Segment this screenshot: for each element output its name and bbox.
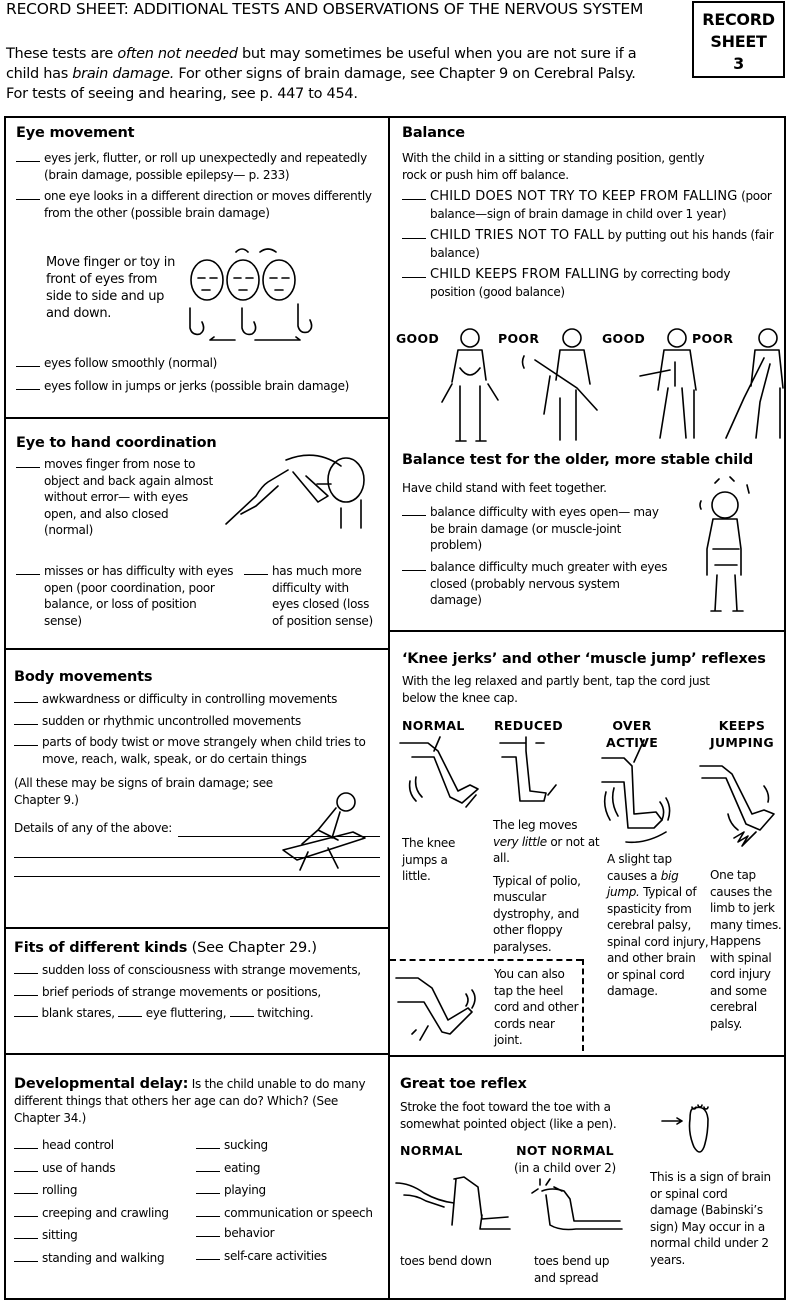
checklist-item xyxy=(14,713,380,730)
text-part: A slight tap causes a xyxy=(607,852,672,883)
item-text: standing and walking xyxy=(42,1250,165,1265)
toe-label-not-normal xyxy=(514,1143,616,1176)
intro-emphasis: often not needed xyxy=(117,46,238,62)
check-blank[interactable] xyxy=(402,277,426,278)
checklist-item xyxy=(16,378,380,395)
checklist-item xyxy=(14,1250,199,1267)
item-text: eyes follow smoothly (normal) xyxy=(44,356,218,370)
checklist-item xyxy=(16,563,236,629)
item-text: awkwardness or difficulty in controlling movements xyxy=(42,692,338,706)
check-blank[interactable] xyxy=(230,1016,254,1017)
label-line: KEEPS xyxy=(718,718,766,733)
panel-balance xyxy=(388,116,786,632)
checklist-item xyxy=(14,984,380,1001)
heel-box-divider xyxy=(390,959,582,961)
item-text: by correcting body position (good balance) xyxy=(430,267,731,299)
intro-part: These tests are xyxy=(6,46,118,62)
label-line: JUMPING xyxy=(710,734,774,750)
toe-abnormal-illustration xyxy=(530,1175,635,1235)
item-text: balance difficulty much greater with eyes closed (probably nervous system damage) xyxy=(430,560,668,607)
details-label: Details of any of the above: xyxy=(14,821,173,835)
balance-figures-illustration xyxy=(430,328,780,443)
check-blank[interactable] xyxy=(16,574,40,575)
item-text: creeping and crawling xyxy=(42,1205,169,1220)
checklist-item xyxy=(196,1225,376,1242)
item-text: misses or has difficulty with eyes open (poor coordination, poor balance, or loss of position sense) xyxy=(44,564,234,628)
checklist-item xyxy=(196,1205,376,1222)
checklist-item xyxy=(196,1160,376,1177)
standing-child-illustration xyxy=(695,473,765,618)
checklist-item xyxy=(196,1182,376,1199)
badge-line: 3 xyxy=(733,54,744,73)
knee-intro: With the leg relaxed and partly bent, tap the cord just below the knee cap. xyxy=(402,674,710,705)
figure-label-good: GOOD xyxy=(396,331,440,346)
item-text: has much more difficulty with eyes closed (loss of position sense) xyxy=(272,564,373,628)
panel-eye-hand xyxy=(4,417,390,650)
intro-emphasis: brain damage. xyxy=(72,66,175,82)
checklist-item xyxy=(196,1248,376,1265)
checklist-item xyxy=(244,563,379,629)
intro-part: For other signs of brain damage, see Chapter 9 on Cerebral Palsy. For tests of seeing and hearing, see p. 447 to 454. xyxy=(6,66,636,102)
title-bold: Fits of different kinds xyxy=(14,940,188,956)
intro-text xyxy=(6,44,646,104)
item-text: one eye looks in a different direction or moves differently from the other (possible brain damage) xyxy=(44,189,372,220)
check-blank[interactable] xyxy=(196,1171,220,1172)
checklist-item xyxy=(14,1205,199,1222)
item-text: communication or speech xyxy=(224,1205,373,1220)
child-on-bench-illustration xyxy=(278,792,378,867)
item-text: eyes follow in jumps or jerks (possible brain damage) xyxy=(44,379,350,393)
check-blank[interactable] xyxy=(402,199,426,200)
checklist-item xyxy=(14,1137,199,1154)
section-header xyxy=(14,1075,380,1126)
check-blank[interactable] xyxy=(402,238,426,239)
heel-tap-illustration xyxy=(394,970,484,1042)
knee-label-reduced: REDUCED xyxy=(494,718,563,733)
foot-sole-icon xyxy=(662,1101,712,1161)
item-text: by putting out his hands (fair balance) xyxy=(430,228,774,260)
item-text: self-care activities xyxy=(224,1248,327,1263)
section-title: Balance xyxy=(402,125,465,141)
label-line: ACTIVE xyxy=(606,734,659,750)
section-title: Developmental delay: xyxy=(14,1076,189,1092)
item-text: eating xyxy=(224,1160,261,1175)
heel-box-divider xyxy=(582,959,584,1051)
knee-normal-text: The knee jumps a little. xyxy=(402,836,456,883)
text-part: or not at all. xyxy=(493,834,600,865)
heel-note: You can also tap the heel cord and other cords near joint. xyxy=(494,967,579,1047)
text-part: The leg moves xyxy=(493,818,578,832)
note-text: (All these may be signs of brain damage; see Chapter 9.) xyxy=(14,776,273,807)
checklist-item xyxy=(14,1160,199,1177)
checklist-item xyxy=(402,188,776,222)
check-blank[interactable] xyxy=(118,1016,142,1017)
balance-older-intro: Have child stand with feet together. xyxy=(402,481,607,495)
knee-overactive-text xyxy=(607,851,709,1000)
item-text: sitting xyxy=(42,1228,78,1242)
item-text: eye fluttering, xyxy=(145,1006,227,1020)
check-blank[interactable] xyxy=(196,1216,220,1217)
checklist-item xyxy=(402,504,672,554)
item-text: playing xyxy=(224,1183,266,1197)
finger-nose-illustration xyxy=(221,454,381,534)
knee-keeps-jumping-illustration xyxy=(700,762,780,847)
check-blank[interactable] xyxy=(14,1216,38,1217)
check-blank[interactable] xyxy=(14,1148,38,1149)
item-text: rolling xyxy=(42,1183,78,1197)
check-blank[interactable] xyxy=(16,389,40,390)
check-blank[interactable] xyxy=(14,1193,38,1194)
toe-abnormal-caption: toes bend up and spread xyxy=(534,1254,610,1285)
section-title: Great toe reflex xyxy=(400,1076,527,1092)
label-sub: (in a child over 2) xyxy=(514,1160,616,1175)
question-text: Is the child unable to do many different things that others her age can do? Which? (See Chapter 34.) xyxy=(14,1077,366,1125)
badge-line: SHEET xyxy=(710,32,767,51)
figure-label-poor: POOR xyxy=(498,331,540,346)
text-part: Typical of spasticity from cerebral palsy, spinal cord injury, and other brain or spinal cord damage. xyxy=(607,885,709,998)
checklist-item xyxy=(16,150,380,183)
check-blank[interactable] xyxy=(402,570,426,571)
check-blank[interactable] xyxy=(14,1238,38,1239)
toe-normal-illustration xyxy=(396,1175,511,1235)
panel-great-toe xyxy=(388,1055,786,1300)
checklist-item xyxy=(16,188,380,221)
checklist-item xyxy=(14,691,380,708)
record-sheet-badge xyxy=(692,1,785,78)
intro-part: but may sometimes be useful when you are not sure if a child has xyxy=(6,46,637,82)
text-emphasis: very little xyxy=(493,834,547,849)
section-title: ‘Knee jerks’ and other ‘muscle jump’ reflexes xyxy=(402,651,766,667)
figure-label-good: GOOD xyxy=(602,331,646,346)
section-title xyxy=(14,939,380,957)
check-blank[interactable] xyxy=(16,467,40,468)
knee-overactive-illustration xyxy=(602,752,687,847)
knee-reduced-text xyxy=(493,817,603,955)
item-text: parts of body twist or move strangely when child tries to move, reach, walk, speak, or do certain things xyxy=(42,735,366,766)
item-text: blank stares, xyxy=(41,1006,115,1020)
check-blank[interactable] xyxy=(14,745,38,746)
knee-label-overactive xyxy=(606,718,658,751)
section-title: Eye to hand coordination xyxy=(16,435,217,451)
check-blank[interactable] xyxy=(14,724,38,725)
checklist-item xyxy=(14,734,380,767)
item-caps: CHILD DOES NOT TRY TO KEEP FROM FALLING xyxy=(430,189,738,204)
item-text: head control xyxy=(42,1138,114,1152)
check-blank[interactable] xyxy=(16,161,40,162)
section-title: Eye movement xyxy=(16,125,135,141)
check-blank[interactable] xyxy=(14,1016,38,1017)
panel-eye-movement xyxy=(4,116,390,419)
dev-right-column xyxy=(196,1137,376,1264)
reduced-desc xyxy=(493,817,603,867)
toe-note: This is a sign of brain or spinal cord damage (Babinski’s sign) May occur in a normal child under 2 years. xyxy=(650,1170,771,1267)
item-caps: CHILD TRIES NOT TO FALL xyxy=(430,228,605,243)
badge-line: RECORD xyxy=(702,10,775,29)
check-blank[interactable] xyxy=(196,1259,220,1260)
knee-label-normal: NORMAL xyxy=(402,718,465,733)
knee-reduced-illustration xyxy=(500,737,580,812)
checklist-item xyxy=(16,355,380,372)
text-emphasis: big jump. xyxy=(607,868,679,899)
check-blank[interactable] xyxy=(14,702,38,703)
item-text: sucking xyxy=(224,1138,268,1152)
item-text: sudden loss of consciousness with strange movements, xyxy=(42,963,361,977)
check-blank[interactable] xyxy=(16,366,40,367)
knee-normal-illustration xyxy=(400,737,485,827)
item-text: moves finger from nose to object and back again almost without error— with eyes open, and also closed (normal) xyxy=(44,457,213,537)
balance-intro: With the child in a sitting or standing position, gently rock or push him off balance. xyxy=(402,151,705,182)
item-text: brief periods of strange movements or positions, xyxy=(42,984,321,999)
check-blank[interactable] xyxy=(196,1193,220,1194)
check-blank[interactable] xyxy=(14,1171,38,1172)
details-input-line[interactable] xyxy=(14,876,380,877)
checklist-item xyxy=(402,559,672,609)
checklist-item xyxy=(14,1227,199,1244)
check-blank[interactable] xyxy=(402,515,426,516)
faces-illustration xyxy=(180,248,330,348)
checklist-item xyxy=(16,456,216,539)
check-blank[interactable] xyxy=(196,1148,220,1149)
instruction-text: Move finger or toy in front of eyes from side to side and up and down. xyxy=(46,255,176,321)
label-line: NOT NORMAL xyxy=(516,1143,614,1158)
check-blank[interactable] xyxy=(14,995,38,996)
checklist-item xyxy=(402,227,776,261)
item-text: twitching. xyxy=(257,1006,314,1020)
item-text: use of hands xyxy=(42,1160,116,1175)
dev-left-column xyxy=(14,1137,199,1266)
toe-intro: Stroke the foot toward the toe with a somewhat pointed object (like a pen). xyxy=(400,1100,617,1131)
panel-fits xyxy=(4,927,390,1055)
inline-checklist xyxy=(14,1005,380,1022)
item-caps: CHILD KEEPS FROM FALLING xyxy=(430,267,620,282)
item-text: eyes jerk, flutter, or roll up unexpectedly and repeatedly (brain damage, possible epilepsy— p. 233) xyxy=(44,151,367,182)
toe-label-normal: NORMAL xyxy=(400,1143,463,1158)
check-blank[interactable] xyxy=(14,1261,38,1262)
section-title: Body movements xyxy=(14,669,153,685)
section-title: Balance test for the older, more stable child xyxy=(402,452,754,468)
checklist-item xyxy=(402,266,776,300)
panel-knee-jerks xyxy=(388,630,786,1057)
item-text: balance difficulty with eyes open— may be brain damage (or muscle-joint problem) xyxy=(430,505,659,552)
check-blank[interactable] xyxy=(16,199,40,200)
reduced-typical: Typical of polio, muscular dystrophy, and other floppy paralyses. xyxy=(493,873,581,954)
page-title: RECORD SHEET: ADDITIONAL TESTS AND OBSERVATIONS OF THE NERVOUS SYSTEM xyxy=(6,0,644,18)
item-text: behavior xyxy=(224,1226,275,1240)
checklist-item xyxy=(196,1137,376,1154)
figure-label-poor: POOR xyxy=(692,331,734,346)
label-line: OVER xyxy=(612,718,652,733)
knee-label-keeps-jumping xyxy=(710,718,774,751)
check-blank[interactable] xyxy=(14,973,38,974)
item-text: (poor balance—sign of brain damage in child over 1 year) xyxy=(430,189,772,221)
knee-keeps-jumping-text: One tap causes the limb to jerk many times. Happens with spinal cord injury and some cerebral palsy. xyxy=(710,868,782,1031)
checklist-item xyxy=(14,1182,199,1199)
check-blank[interactable] xyxy=(244,574,268,575)
toe-normal-caption: toes bend down xyxy=(400,1254,492,1268)
panel-developmental xyxy=(4,1053,390,1300)
panel-body-movements xyxy=(4,648,390,929)
title-ref: (See Chapter 29.) xyxy=(187,940,317,956)
item-text: sudden or rhythmic uncontrolled movements xyxy=(42,713,301,728)
check-blank[interactable] xyxy=(196,1236,220,1237)
checklist-item xyxy=(14,962,380,979)
